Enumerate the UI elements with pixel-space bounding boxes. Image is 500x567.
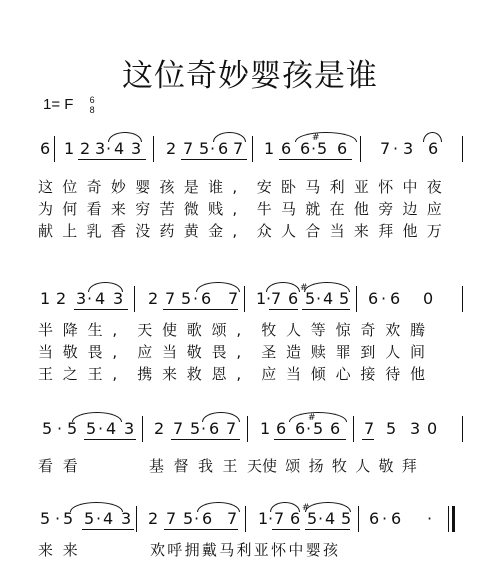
- note: 6: [288, 289, 299, 308]
- tie-slur: [72, 412, 122, 422]
- lyric-char: 安: [256, 178, 272, 196]
- note: 6: [209, 419, 220, 438]
- lyric-char: 戴: [201, 541, 217, 559]
- barline: [462, 286, 463, 312]
- note: 7: [228, 289, 239, 308]
- lyric-char: 牧: [331, 457, 347, 475]
- lyric-char: 应: [261, 365, 277, 383]
- lyric-char: 畏: [211, 343, 227, 361]
- lyric-line-3: [0, 456, 500, 478]
- note: 4: [95, 289, 106, 308]
- lyric-char: 敬: [62, 343, 78, 361]
- dot: ·: [55, 509, 61, 528]
- beam-underline: [302, 309, 350, 310]
- lyric-char: ,: [112, 343, 118, 361]
- lyric-char: 利: [236, 541, 252, 559]
- sharp-sign: #: [312, 133, 320, 143]
- barline: [247, 416, 248, 442]
- note: 4: [103, 509, 114, 528]
- lyric-char: 当: [286, 365, 302, 383]
- lyric-char: 中: [402, 178, 418, 196]
- barline: [462, 136, 463, 162]
- tie-slur: [197, 502, 240, 512]
- lyric-line-2-3: [0, 364, 500, 386]
- lyric-char: 扬: [308, 457, 324, 475]
- note: 2: [148, 509, 159, 528]
- lyric-char: 孩: [159, 178, 175, 196]
- tie-slur: [305, 502, 351, 512]
- note: 3: [131, 139, 142, 158]
- key-label: 1= F: [43, 95, 74, 113]
- lyric-char: 卧: [281, 178, 297, 196]
- lyric-char: 我: [198, 457, 214, 475]
- lyric-char: 人: [355, 457, 371, 475]
- lyric-char: 歌: [186, 321, 202, 339]
- lyric-char: 基: [149, 457, 165, 475]
- lyric-char: 来: [353, 222, 369, 240]
- note: 5: [42, 419, 53, 438]
- note: 2: [166, 139, 177, 158]
- tie-slur: [88, 282, 123, 292]
- lyric-char: 奇: [86, 178, 102, 196]
- lyric-char: 人: [385, 343, 401, 361]
- lyric-char: 之: [62, 365, 78, 383]
- barline: [356, 286, 357, 312]
- lyric-char: ,: [232, 178, 238, 196]
- lyric-char: 使: [262, 457, 278, 475]
- lyric-char: 马: [281, 200, 297, 218]
- lyric-char: 金: [208, 222, 224, 240]
- lyric-char: 当: [329, 222, 345, 240]
- note: 1: [258, 509, 269, 528]
- dot: ·: [201, 419, 207, 438]
- note: 4: [325, 509, 336, 528]
- song-title: 这位奇妙婴孩是谁: [122, 58, 378, 94]
- lyric-char: 来: [62, 541, 78, 559]
- beam-underline: [362, 439, 374, 440]
- lyric-char: 上: [62, 222, 78, 240]
- dot: ·: [427, 509, 433, 528]
- tie-slur: [202, 412, 240, 422]
- dot: ·: [106, 139, 112, 158]
- lyric-line-2-2: [0, 342, 500, 364]
- lyric-char: 万: [426, 222, 442, 240]
- lyric-char: 心: [335, 365, 351, 383]
- beam-underline: [163, 309, 178, 310]
- note: 5: [190, 419, 201, 438]
- note: 7: [364, 419, 375, 438]
- note: 3: [403, 139, 414, 158]
- beam-underline: [171, 439, 186, 440]
- lyric-char: 待: [385, 365, 401, 383]
- dot: ·: [306, 419, 312, 438]
- lyric-char: 他: [410, 365, 426, 383]
- lyric-char: 救: [186, 365, 202, 383]
- lyric-char: 中: [288, 541, 304, 559]
- lyric-char: 欢: [385, 321, 401, 339]
- lyric-char: 黄: [183, 222, 199, 240]
- lyric-char: 婴: [135, 178, 151, 196]
- note: 5: [305, 289, 316, 308]
- note: 1: [264, 139, 275, 158]
- dot: ·: [382, 509, 388, 528]
- tie-slur: [295, 132, 357, 142]
- notation-row-2: [0, 282, 500, 316]
- lyric-char: ,: [236, 365, 242, 383]
- lyric-char: 药: [159, 222, 175, 240]
- barline: [136, 506, 137, 532]
- beam-underline: [269, 309, 298, 310]
- lyric-char: 这: [38, 178, 54, 196]
- lyric-char: 呼: [167, 541, 183, 559]
- lyric-char: 怀: [271, 541, 287, 559]
- note: 7: [165, 289, 176, 308]
- dot: ·: [194, 509, 200, 528]
- lyric-char: 督: [173, 457, 189, 475]
- lyric-char: 造: [286, 343, 302, 361]
- lyric-char: 人: [281, 222, 297, 240]
- note: 2: [80, 139, 91, 158]
- lyric-char: 到: [360, 343, 376, 361]
- lyric-char: ,: [112, 365, 118, 383]
- beam-underline: [272, 529, 300, 530]
- note: 5: [63, 509, 74, 528]
- lyric-char: 拜: [378, 222, 394, 240]
- lyric-char: 看: [62, 457, 78, 475]
- lyric-char: 王: [87, 365, 103, 383]
- note: 2: [154, 419, 165, 438]
- lyric-char: 倾: [310, 365, 326, 383]
- lyric-char: 贱: [208, 200, 224, 218]
- dot: ·: [266, 289, 272, 308]
- lyric-char: 畏: [87, 343, 103, 361]
- beam-underline: [186, 439, 240, 440]
- lyric-char: 赎: [310, 343, 326, 361]
- lyric-char: 没: [135, 222, 151, 240]
- lyric-char: 他: [353, 200, 369, 218]
- note: 5: [183, 509, 194, 528]
- beam-underline: [82, 529, 134, 530]
- note: 5: [86, 419, 97, 438]
- dot: ·: [268, 509, 274, 528]
- lyric-char: 携: [137, 365, 153, 383]
- barline: [153, 136, 154, 162]
- lyric-char: 苦: [159, 200, 175, 218]
- dot: ·: [210, 139, 216, 158]
- lyric-char: 马: [305, 178, 321, 196]
- note: 6: [40, 139, 51, 158]
- beam-underline: [164, 529, 179, 530]
- note: 6: [276, 419, 287, 438]
- lyric-line-1-2: [0, 199, 500, 221]
- note: 5: [386, 419, 397, 438]
- lyric-char: 恩: [211, 365, 227, 383]
- note: 7: [233, 139, 244, 158]
- barline: [245, 506, 246, 532]
- note: 3: [410, 419, 421, 438]
- note: 2: [56, 289, 67, 308]
- lyric-char: 牧: [261, 321, 277, 339]
- lyric-char: 利: [329, 178, 345, 196]
- lyric-char: 生: [87, 321, 103, 339]
- lyric-char: 半: [38, 321, 54, 339]
- lyric-char: ,: [112, 321, 118, 339]
- barline: [353, 416, 354, 442]
- note: 7: [166, 509, 177, 528]
- note: 1: [256, 289, 267, 308]
- lyric-char: 罪: [335, 343, 351, 361]
- lyric-char: 看: [86, 200, 102, 218]
- lyric-char: 婴: [305, 541, 321, 559]
- beam-underline: [93, 159, 146, 160]
- sharp-sign: #: [308, 413, 316, 423]
- note: 1: [64, 139, 75, 158]
- note: 6: [391, 509, 402, 528]
- lyric-char: 奇: [360, 321, 376, 339]
- dot: ·: [318, 509, 324, 528]
- lyric-char: 在: [329, 200, 345, 218]
- lyric-char: 王: [38, 365, 54, 383]
- tie-slur: [289, 412, 347, 422]
- note: 4: [114, 139, 125, 158]
- lyric-char: 为: [38, 200, 54, 218]
- lyric-line-4: [0, 540, 500, 562]
- dot: ·: [98, 419, 104, 438]
- note: 7: [274, 509, 285, 528]
- notation-row-3: [0, 412, 500, 446]
- tie-slur: [266, 282, 300, 292]
- barline: [54, 136, 55, 162]
- lyric-char: 拥: [184, 541, 200, 559]
- lyric-char: 他: [402, 222, 418, 240]
- barline: [360, 136, 361, 162]
- note: 3: [121, 509, 132, 528]
- barline: [358, 506, 359, 532]
- beam-underline: [292, 439, 346, 440]
- lyric-char: 妙: [110, 178, 126, 196]
- dot: ·: [193, 289, 199, 308]
- note: 5: [313, 419, 324, 438]
- note: 6: [368, 289, 379, 308]
- note: 5: [199, 139, 210, 158]
- lyric-char: 敬: [186, 343, 202, 361]
- lyric-char: ,: [236, 321, 242, 339]
- beam-underline: [84, 439, 136, 440]
- lyric-char: 何: [62, 200, 78, 218]
- note: 7: [271, 289, 282, 308]
- lyric-char: 来: [162, 365, 178, 383]
- dot: ·: [311, 139, 317, 158]
- lyric-char: 使: [162, 321, 178, 339]
- lyric-char: 应: [426, 200, 442, 218]
- note: 6: [218, 139, 229, 158]
- lyric-char: 乳: [86, 222, 102, 240]
- note: 6: [390, 289, 401, 308]
- sharp-sign: #: [302, 503, 310, 513]
- lyric-char: 就: [305, 200, 321, 218]
- lyric-char: 天: [137, 321, 153, 339]
- lyric-char: 是: [183, 178, 199, 196]
- note: 5: [341, 509, 352, 528]
- lyric-line-1-3: [0, 221, 500, 243]
- lyric-char: 来: [38, 541, 54, 559]
- beam-underline: [196, 159, 247, 160]
- tie-slur: [213, 132, 246, 142]
- note: 1: [40, 289, 51, 308]
- note: 5: [84, 509, 95, 528]
- note: 3: [95, 139, 106, 158]
- note: 7: [226, 419, 237, 438]
- lyric-char: 来: [110, 200, 126, 218]
- note: 7: [183, 139, 194, 158]
- dot: ·: [393, 139, 399, 158]
- note: 6: [281, 139, 292, 158]
- lyric-char: 当: [162, 343, 178, 361]
- lyric-char: 敬: [378, 457, 394, 475]
- note: 5: [67, 419, 78, 438]
- lyric-line-1-1: [0, 177, 500, 199]
- lyric-char: 间: [410, 343, 426, 361]
- lyric-char: 颂: [285, 457, 301, 475]
- note: 2: [148, 289, 159, 308]
- lyric-char: 应: [137, 343, 153, 361]
- lyric-char: 亚: [353, 178, 369, 196]
- final-barline: [452, 506, 455, 532]
- lyric-char: 惊: [335, 321, 351, 339]
- lyric-char: 怀: [378, 178, 394, 196]
- note: 7: [380, 139, 391, 158]
- note: 6: [295, 419, 306, 438]
- note: 6: [330, 419, 341, 438]
- lyric-char: 天: [247, 457, 263, 475]
- note: 6: [369, 509, 380, 528]
- dot: ·: [381, 289, 387, 308]
- barline: [134, 286, 135, 312]
- lyric-char: 穷: [135, 200, 151, 218]
- beam-underline: [178, 309, 238, 310]
- note: 5: [339, 289, 350, 308]
- lyric-char: 边: [402, 200, 418, 218]
- note: 3: [76, 289, 87, 308]
- note: 1: [260, 419, 271, 438]
- lyric-char: 香: [110, 222, 126, 240]
- note: 6: [290, 509, 301, 528]
- meter-bottom: 8: [89, 105, 95, 115]
- note: 3: [113, 289, 124, 308]
- lyric-char: 圣: [261, 343, 277, 361]
- barline: [244, 286, 245, 312]
- note: 4: [106, 419, 117, 438]
- beam-underline: [279, 159, 297, 160]
- beam-underline: [181, 159, 196, 160]
- beam-underline: [74, 309, 128, 310]
- tie-slur: [108, 132, 142, 142]
- dot: ·: [96, 509, 102, 528]
- lyric-char: 王: [222, 457, 238, 475]
- note: 0: [427, 419, 438, 438]
- beam-underline: [305, 529, 350, 530]
- lyric-char: 亚: [253, 541, 269, 559]
- lyric-char: ,: [236, 343, 242, 361]
- note: 5: [40, 509, 51, 528]
- note: 5: [307, 509, 318, 528]
- barline: [448, 506, 449, 532]
- dot: ·: [87, 289, 93, 308]
- note: 6: [300, 139, 311, 158]
- lyric-char: ,: [232, 222, 238, 240]
- tie-slur: [423, 132, 442, 142]
- lyric-char: 马: [219, 541, 235, 559]
- lyric-char: 降: [62, 321, 78, 339]
- lyric-char: 合: [305, 222, 321, 240]
- lyric-char: 旁: [378, 200, 394, 218]
- time-signature: [90, 95, 95, 115]
- lyric-char: 拜: [401, 457, 417, 475]
- note: 6: [201, 289, 212, 308]
- lyric-char: 孩: [323, 541, 339, 559]
- note: 5: [181, 289, 192, 308]
- tie-slur: [270, 502, 300, 512]
- lyric-char: 谁: [208, 178, 224, 196]
- lyric-char: 众: [256, 222, 272, 240]
- barline: [252, 136, 253, 162]
- note: 3: [124, 419, 135, 438]
- lyric-char: 腾: [410, 321, 426, 339]
- lyric-char: 人: [286, 321, 302, 339]
- lyric-char: 牛: [256, 200, 272, 218]
- note: 7: [173, 419, 184, 438]
- lyric-char: 微: [183, 200, 199, 218]
- lyric-char: 接: [360, 365, 376, 383]
- barline: [462, 416, 463, 442]
- sharp-sign: #: [300, 283, 308, 293]
- note: 5: [317, 139, 328, 158]
- meter-top: 6: [89, 95, 95, 105]
- beam-underline: [179, 529, 238, 530]
- lyric-char: 欢: [150, 541, 166, 559]
- lyric-char: 当: [38, 343, 54, 361]
- dot: ·: [57, 419, 63, 438]
- lyric-char: 夜: [426, 178, 442, 196]
- note: 6: [202, 509, 213, 528]
- note: 4: [323, 289, 334, 308]
- lyric-line-2-1: [0, 320, 500, 342]
- lyric-char: 颂: [211, 321, 227, 339]
- notation-row-1: [0, 132, 500, 166]
- note: 7: [227, 509, 238, 528]
- lyric-char: ,: [232, 200, 238, 218]
- tie-slur: [304, 282, 350, 292]
- lyric-char: 看: [38, 457, 54, 475]
- barline: [142, 416, 143, 442]
- lyric-char: 献: [38, 222, 54, 240]
- note: 0: [423, 289, 434, 308]
- beam-underline: [274, 439, 292, 440]
- tie-slur: [70, 502, 123, 512]
- key-signature: [43, 95, 95, 115]
- dot: ·: [316, 289, 322, 308]
- lyric-char: 位: [62, 178, 78, 196]
- beam-underline: [78, 159, 93, 160]
- note: 6: [428, 139, 439, 158]
- lyric-char: 等: [310, 321, 326, 339]
- note: 6: [337, 139, 348, 158]
- notation-row-4: [0, 502, 500, 536]
- beam-underline: [297, 159, 352, 160]
- tie-slur: [196, 282, 240, 292]
